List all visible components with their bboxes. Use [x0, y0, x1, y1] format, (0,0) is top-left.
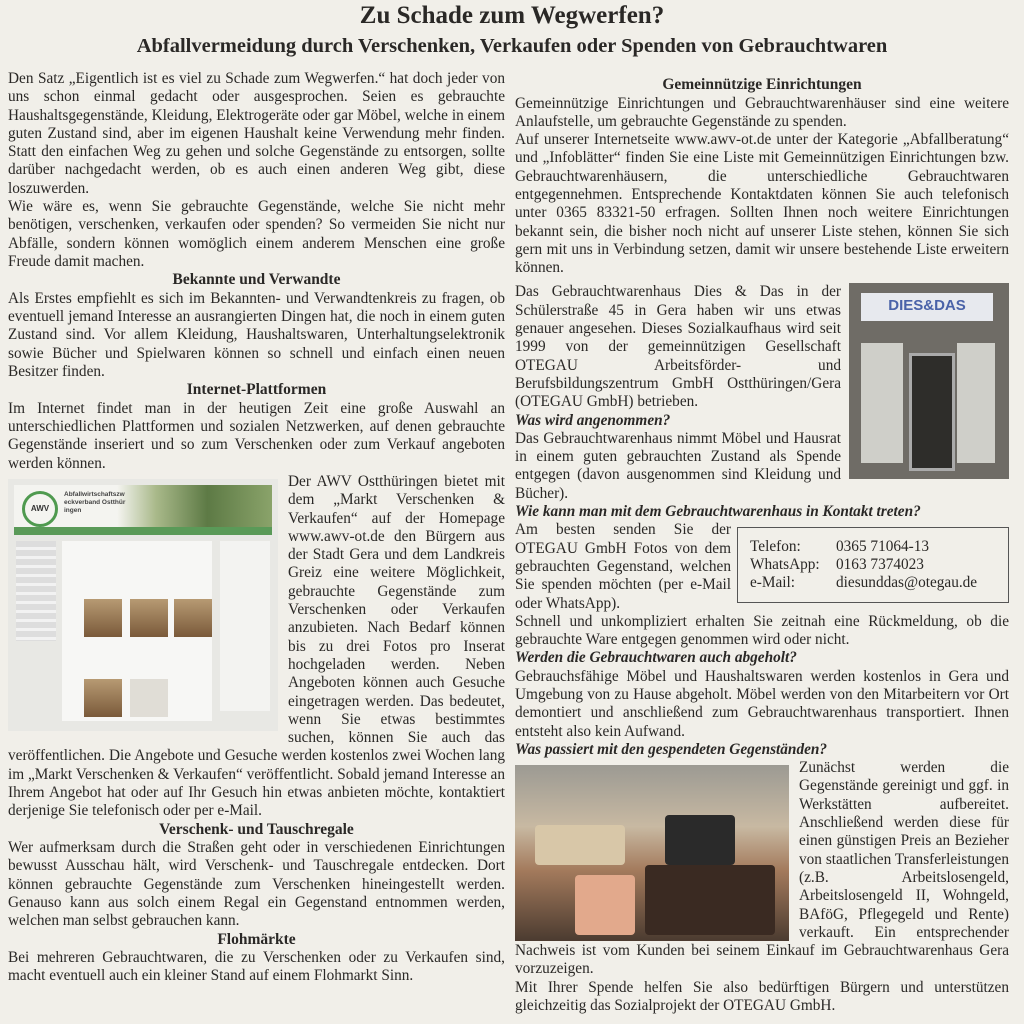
article-subtitle: Abfallvermeidung durch Verschenken, Verkaufen oder Spenden von Gebrauchtwaren [136, 35, 888, 57]
contact-whatsapp: WhatsApp: 0163 7374023 [750, 556, 924, 574]
contact-box [737, 527, 1009, 603]
heading-flohmaerkte: Flohmärkte [217, 930, 296, 948]
closing-paragraph: Mit Ihrer Spende helfen Sie also bedürftigen Bürgern und unterstützen gleichzeitig das Sozialprojekt der OTEGAU GmbH. [515, 978, 1009, 1015]
paragraph-gemein-2: Auf unserer Internetseite www.awv-ot.de unter der Kategorie „Abfallberatung“ und „Infoblätter“ finden Sie eine Liste mit Gemeinnützigen Einrichtungen bzw. Gebrauchtwarenhäusern, die unterschiedliche Gebrauchtwaren entgegennehmen. Entsprechende Kontaktdaten können Sie auch telefonisch unter 0365 83321-50 erfragen. Sollten Ihnen noch weitere Einrichtungen bekannt sein, die bisher noch nicht auf unserer Liste stehen, können Sie sich gern mit uns in Verbindung setzen, damit wir unsere bestehende Liste erweitern können. [515, 131, 1009, 277]
awv-logo: AWV [22, 491, 58, 527]
article-title: Zu Schade zum Wegwerfen? [359, 2, 665, 29]
store-photo [849, 283, 1009, 479]
question-kontakt: Wie kann man mit dem Gebrauchtwarenhaus in Kontakt treten? [515, 503, 921, 521]
intro-paragraph-1: Den Satz „Eigentlich ist es viel zu Schade zum Wegwerfen.“ hat doch jeder von uns schon einmal gedacht oder ausgesprochen. Seien es gebrauchte Haushaltsgegenstände, Kleidung, Elektrogeräte oder gar Möbel, welche in einem guten Zustand sind, aber im eigenen Haushalt keine Verwendung mehr finden. Statt den einfachen Weg zu gehen und solche Gegenstände zu entsorgen, sollte darüber nachgedacht werden, ob es auch einen anderen Weg gibt, diese loszuwerden. [8, 70, 505, 197]
question-gespendet: Was passiert mit den gespendeten Gegenständen? [515, 740, 828, 758]
intro-paragraph-2: Wie wäre es, wenn Sie gebrauchte Gegenstände, welche Sie nicht mehr benötigen, verschenken, verkaufen oder spenden? So vermeiden Sie nicht nur Abfälle, sondern können womöglich einem anderem Menschen eine große Freude damit machen. [8, 198, 505, 270]
paragraph-internet: Im Internet findet man in der heutigen Zeit eine große Auswahl an unterschiedlichen Plattformen und sozialen Netzwerken, auf denen gebrauchte Gegenstände inseriert und so zum Verschenken oder zum Verkauf angeboten werden können. [8, 399, 505, 472]
paragraph-dies-und-das: Das Gebrauchtwarenhaus Dies & Das in der Schülerstraße 45 in Gera haben wir uns etwas genauer angesehen. Dieses Sozialkaufhaus wird seit 1999 von der gemeinnützigen Gesellschaft OTEGAU Arbeitsförder- und Berufsbildungszentrum GmbH Ostthüringen/Gera (OTEGAU GmbH) betrieben. [515, 283, 841, 411]
answer-kontakt-1: Am besten senden Sie der OTEGAU GmbH Fotos von dem gebrauchten Gegenstand, welchen Sie spenden möchten (per e-Mail oder WhatsApp). [515, 521, 731, 612]
contact-phone: Telefon: 0365 71064-13 [750, 538, 930, 556]
heading-regale: Verschenk- und Tauschregale [159, 820, 354, 838]
heading-internet: Internet-Plattformen [186, 381, 327, 399]
question-abgeholt: Werden die Gebrauchtwaren auch abgeholt? [515, 649, 797, 667]
heading-gemeinnuetzig: Gemeinnützige Einrichtungen [662, 76, 862, 93]
paragraph-awv-markt: Der AWV Ostthüringen bietet mit dem „Markt Verschenken & Verkaufen“ auf der Homepage www.awv-ot.de den Bürgern aus der Stadt Gera und dem Landkreis Greiz eine weitere Möglichkeit, gebrauchte Gegenstände zum Verschenken oder Verkaufen anzubieten. Nach Bedarf können bis zu drei Fotos pro Inserat hochgeladen werden. Neben Angeboten können auch Gesuche eingetragen werden. Das bedeutet, wenn Sie etwas bestimmtes suchen, können Sie auch das veröffentlichen. Die Angebote und Gesuche werden kostenlos zwei Wochen lang im „Markt Verschenken & Verkaufen“ veröffentlicht. Sobald jemand Interesse an Ihrem Angebot hat oder auf Ihr Gesuch hin etwas anbieten möchte, kontaktiert derjenige Sie telefonisch oder per e-Mail. [8, 472, 505, 820]
right-column [515, 76, 1009, 1015]
answer-abgeholt: Gebrauchsfähige Möbel und Haushaltswaren werden kostenlos in Gera und Umgebung von zu Hause abgeholt. Möbel werden von den Mitarbeitern vor Ort demontiert und anschließend zum Gebrauchtwarenhaus transportiert. Ihnen entsteht also kein Aufwand. [515, 667, 1009, 740]
heading-bekannte: Bekannte und Verwandte [172, 271, 341, 289]
question-angenommen: Was wird angenommen? [515, 411, 671, 429]
paragraph-regale: Wer aufmerksam durch die Straßen geht oder in verschiedenen Einrichtungen bewusst Ausschau hält, wird Verschenk- und Tauschregale entdecken. Dort können gebrauchte Gegenstände zum Verschenken hineingestellt werden. Genauso kann aus solch einem Regal ein Gegenstand entnommen werden, welchen man selbst gebrauchen kann. [8, 839, 505, 930]
furniture-store-photo [515, 765, 789, 941]
paragraph-gemein-1: Gemeinnützige Einrichtungen und Gebrauchtwarenhäuser sind eine weitere Anlaufstelle, um gebrauchte Gegenstände zu spenden. [515, 94, 1009, 130]
left-column [8, 70, 505, 986]
awv-website-screenshot [8, 479, 278, 731]
store-sign: DIES&DAS [861, 293, 993, 321]
answer-gespendet: Zunächst werden die Gegenstände gereinigt und ggf. in Werkstätten aufbereitet. Anschließend werden diese für einen günstigen Preis an Bezieher von staatlichen Transferleistungen (z.B. Arbeitslosengeld, Arbeitslosengeld II, Wohngeld, BAföG, Pflegegeld und Rente) verkauft. Ein entsprechender Nachweis ist vom Kunden bei seinem Einkauf im Gebrauchtwarenhaus Gera vorzuzeigen. [515, 759, 1009, 978]
contact-email: e-Mail: diesunddas@otegau.de [750, 574, 978, 592]
answer-angenommen: Das Gebrauchtwarenhaus nimmt Möbel und Hausrat in einem guten gebrauchten Zustand als Spende entgegen (davon ausgenommen sind Kleidung und Bücher). [515, 429, 841, 502]
answer-kontakt-2: Schnell und unkompliziert erhalten Sie zeitnah eine Rückmeldung, ob die gebrauchte Ware entgegen genommen wird oder nicht. [515, 612, 1009, 649]
awv-logo-lettering: Abfallwirtschaftszweckverband Ostthüringen [64, 490, 126, 514]
paragraph-flohmaerkte: Bei mehreren Gebrauchtwaren, die zu Verschenken oder zu Verkaufen sind, macht eventuell auch ein kleiner Stand auf einem Flohmarkt Sinn. [8, 949, 505, 985]
paragraph-bekannte: Als Erstes empfiehlt es sich im Bekannten- und Verwandtenkreis zu fragen, ob eventuell jemand Interesse an ausrangierten Dingen hat, die noch in einem guten Zustand sind. Vor allem Kleidung, Haushaltswaren, Unterhaltungselektronik sowie Bücher und Spielwaren können so schnell und einfach einen neuen Besitzer finden. [8, 289, 505, 380]
